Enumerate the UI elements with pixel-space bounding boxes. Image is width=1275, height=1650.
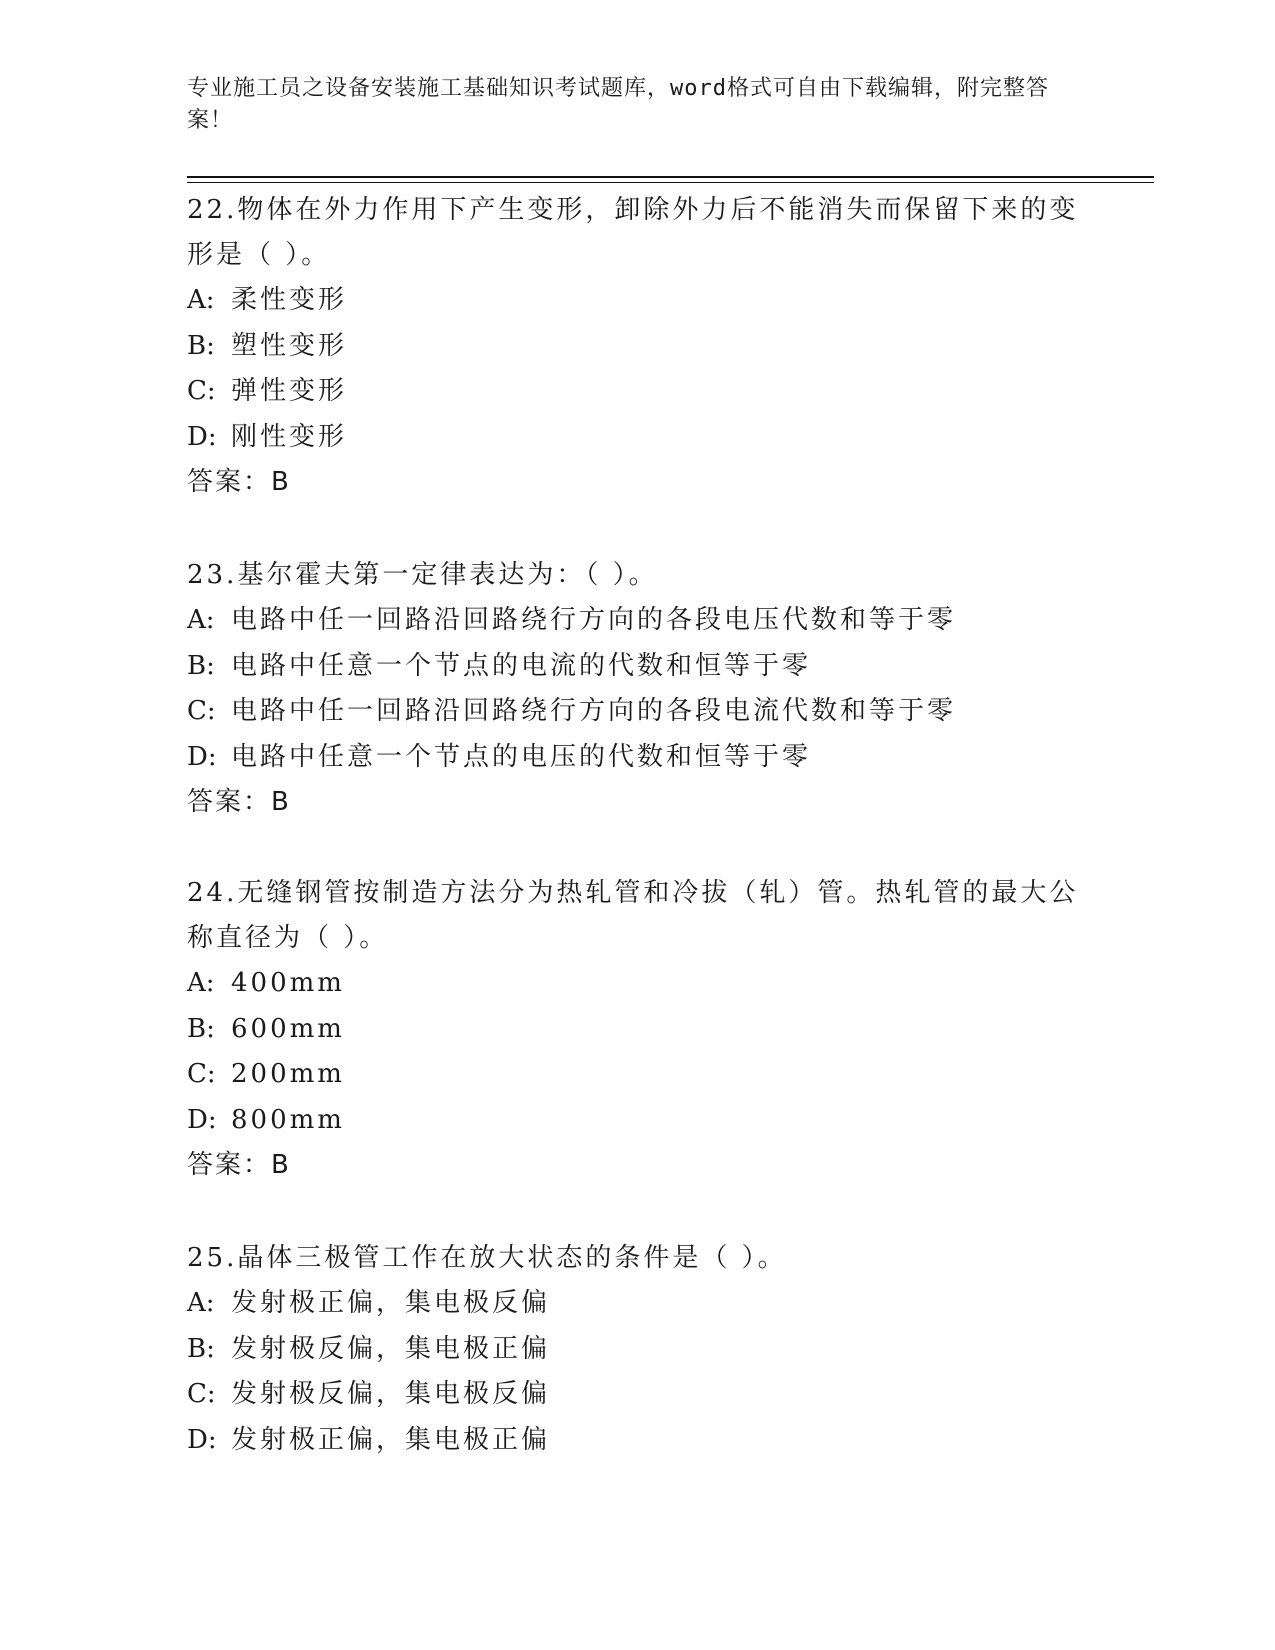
option-d — [187, 1418, 1107, 1464]
option-b — [187, 644, 1107, 690]
answer-line: 答案：B — [187, 787, 291, 817]
option-b — [187, 1007, 1107, 1053]
option-text: 200mm — [231, 1059, 345, 1089]
option-letter: A: — [187, 605, 215, 635]
option-c — [187, 689, 1107, 735]
option-letter: D: — [187, 1104, 217, 1135]
option-d — [187, 735, 1107, 781]
option-letter: C: — [187, 696, 216, 726]
option-letter: A: — [187, 285, 215, 315]
option-text: 电路中任一回路沿回路绕行方向的各段电流代数和等于零 — [231, 696, 957, 726]
option-text: 电路中任意一个节点的电流的代数和恒等于零 — [231, 650, 812, 681]
option-letter: D: — [187, 741, 217, 772]
option-b — [187, 1327, 1107, 1373]
question-22 — [187, 188, 1107, 505]
question-stem: 24.无缝钢管按制造方法分为热轧管和冷拔（轧）管。热轧管的最大公称直径为（ ）。 — [187, 878, 1079, 953]
question-stem: 22.物体在外力作用下产生变形，卸除外力后不能消失而保留下来的变形是（ ）。 — [187, 195, 1079, 270]
option-text: 刚性变形 — [231, 421, 348, 452]
header-divider — [187, 176, 1154, 178]
option-letter: D: — [187, 421, 217, 452]
option-b — [187, 324, 1107, 370]
option-a — [187, 1281, 1107, 1327]
option-letter: A: — [187, 968, 215, 998]
option-c — [187, 369, 1107, 415]
option-text: 800mm — [231, 1104, 345, 1135]
option-text: 发射极反偏，集电极反偏 — [231, 1379, 551, 1409]
question-25 — [187, 1236, 1107, 1463]
option-a — [187, 961, 1107, 1007]
option-text: 发射极正偏，集电极反偏 — [231, 1288, 551, 1318]
document-page — [187, 0, 1187, 1650]
option-text: 电路中任一回路沿回路绕行方向的各段电压代数和等于零 — [231, 605, 957, 635]
option-a — [187, 598, 1107, 644]
option-letter: B: — [187, 1013, 215, 1044]
option-text: 发射极正偏，集电极正偏 — [231, 1424, 551, 1455]
answer-line: 答案：B — [187, 1150, 291, 1180]
option-letter: D: — [187, 1424, 217, 1455]
document-header: 专业施工员之设备安装施工基础知识考试题库，word格式可自由下载编辑，附完整答案！ — [187, 76, 1049, 133]
question-stem: 23.基尔霍夫第一定律表达为：（ ）。 — [187, 560, 658, 590]
header-divider-thin — [187, 182, 1154, 183]
option-text: 弹性变形 — [231, 376, 348, 406]
option-letter: B: — [187, 1333, 215, 1364]
option-text: 塑性变形 — [231, 330, 348, 361]
option-letter: C: — [187, 1379, 216, 1409]
option-letter: B: — [187, 330, 215, 361]
answer-line: 答案：B — [187, 467, 291, 497]
option-a — [187, 278, 1107, 324]
option-text: 电路中任意一个节点的电压的代数和恒等于零 — [231, 741, 812, 772]
option-letter: B: — [187, 650, 215, 681]
option-letter: C: — [187, 376, 216, 406]
question-23 — [187, 553, 1107, 825]
option-text: 600mm — [231, 1013, 345, 1044]
question-24 — [187, 871, 1107, 1188]
question-stem: 25.晶体三极管工作在放大状态的条件是（ ）。 — [187, 1243, 787, 1273]
option-letter: A: — [187, 1288, 215, 1318]
option-text: 发射极反偏，集电极正偏 — [231, 1333, 551, 1364]
option-text: 400mm — [231, 968, 345, 998]
option-text: 柔性变形 — [231, 285, 348, 315]
option-letter: C: — [187, 1059, 216, 1089]
option-c — [187, 1372, 1107, 1418]
option-d — [187, 1098, 1107, 1144]
option-d — [187, 415, 1107, 461]
option-c — [187, 1052, 1107, 1098]
